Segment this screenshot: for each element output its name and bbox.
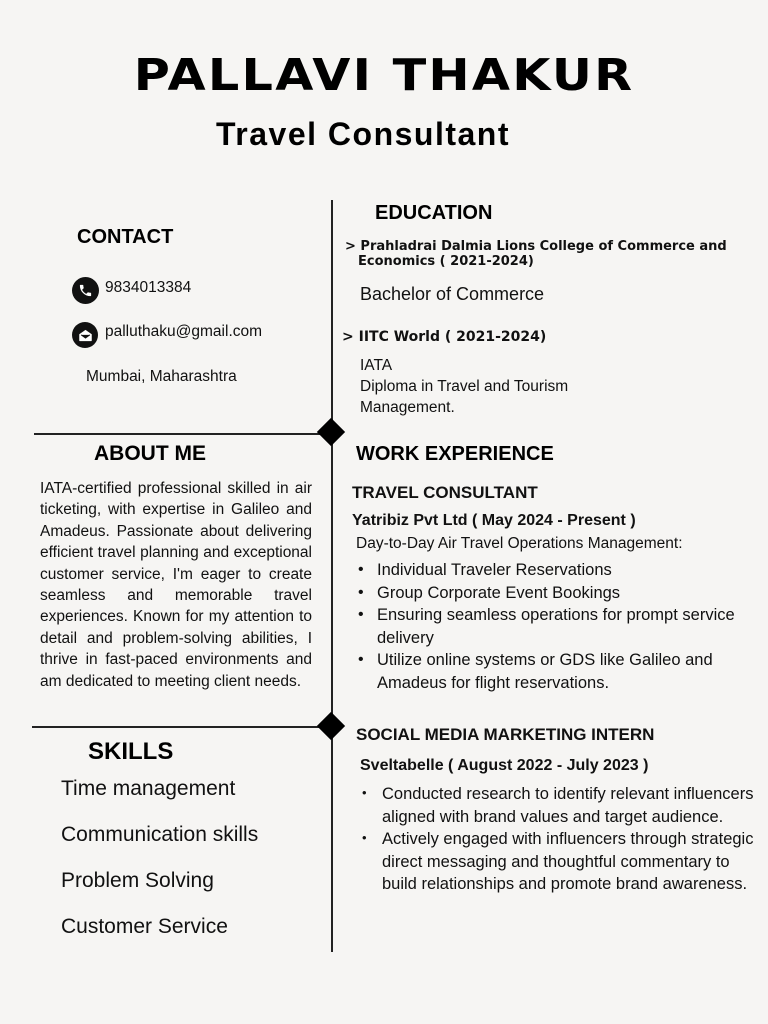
list-item: • Utilize online systems or GDS like Galileo and Amadeus for flight reservations. — [352, 649, 757, 694]
skill-item: Customer Service — [61, 915, 228, 938]
email-icon — [72, 322, 98, 348]
divider-about — [34, 433, 331, 435]
list-item: • Actively engaged with influencers through strategic direct messaging and thoughtful commentary to build relationships and promote brand awareness. — [356, 828, 754, 896]
education-detail-line1: IATA — [360, 357, 393, 374]
education-detail-line2: Diploma in Travel and Tourism — [360, 378, 569, 395]
skills-heading: SKILLS — [88, 738, 174, 765]
phone-icon — [72, 277, 99, 304]
list-item: • Individual Traveler Reservations — [352, 559, 757, 582]
job-1-bullets — [352, 559, 757, 694]
education-school-1-line1: > Prahladrai Dalmia Lions College of Commerce and — [345, 239, 727, 254]
contact-email — [72, 322, 262, 348]
job-1-company: Yatribiz Pvt Ltd ( May 2024 - Present ) — [352, 512, 636, 529]
job-1-summary: Day-to-Day Air Travel Operations Management: — [356, 535, 683, 552]
education-heading: EDUCATION — [375, 202, 493, 224]
work-heading: WORK EXPERIENCE — [356, 443, 554, 465]
candidate-name: PALLAVI THAKUR — [133, 50, 635, 101]
skill-item: Problem Solving — [61, 869, 214, 892]
list-item: • Ensuring seamless operations for prompt service delivery — [352, 604, 757, 649]
education-detail-line3: Management. — [360, 399, 455, 416]
about-text: IATA-certified professional skilled in air ticketing, with expertise in Galileo and Amadeus. Passionate about delivering efficient travel planning and exceptional customer service, I'm eager to create seamless and memorable travel experiences. Known for my attention to detail and problem-solving abilities, I thrive in fast-paced environments and am dedicated to meeting client needs. — [40, 480, 312, 690]
about-heading: ABOUT ME — [94, 442, 206, 465]
education-degree-1: Bachelor of Commerce — [360, 284, 545, 304]
list-item: • Conducted research to identify relevant influencers aligned with brand values and target audience. — [356, 783, 754, 828]
list-item: • Group Corporate Event Bookings — [352, 582, 757, 605]
contact-location: Mumbai, Maharashtra — [86, 368, 237, 385]
skill-item: Time management — [61, 777, 236, 800]
job-2-company: Sveltabelle ( August 2022 - July 2023 ) — [360, 757, 649, 774]
divider-diamond-about — [317, 418, 345, 446]
job-2-bullets — [356, 783, 754, 896]
email-address: palluthaku@gmail.com — [105, 323, 263, 340]
skill-item: Communication skills — [61, 823, 259, 846]
contact-heading: CONTACT — [77, 226, 174, 248]
job-1-title: TRAVEL CONSULTANT — [352, 483, 538, 502]
education-school-2: > IITC World ( 2021-2024) — [342, 329, 547, 345]
divider-diamond-skills — [317, 712, 345, 740]
contact-phone — [72, 277, 191, 304]
job-2-title: SOCIAL MEDIA MARKETING INTERN — [356, 725, 655, 744]
divider-skills — [32, 726, 331, 728]
phone-number: 9834013384 — [105, 278, 192, 296]
education-school-1-line2: Economics ( 2021-2024) — [358, 254, 534, 269]
vertical-divider — [331, 200, 333, 952]
job-title: Travel Consultant — [216, 116, 510, 152]
